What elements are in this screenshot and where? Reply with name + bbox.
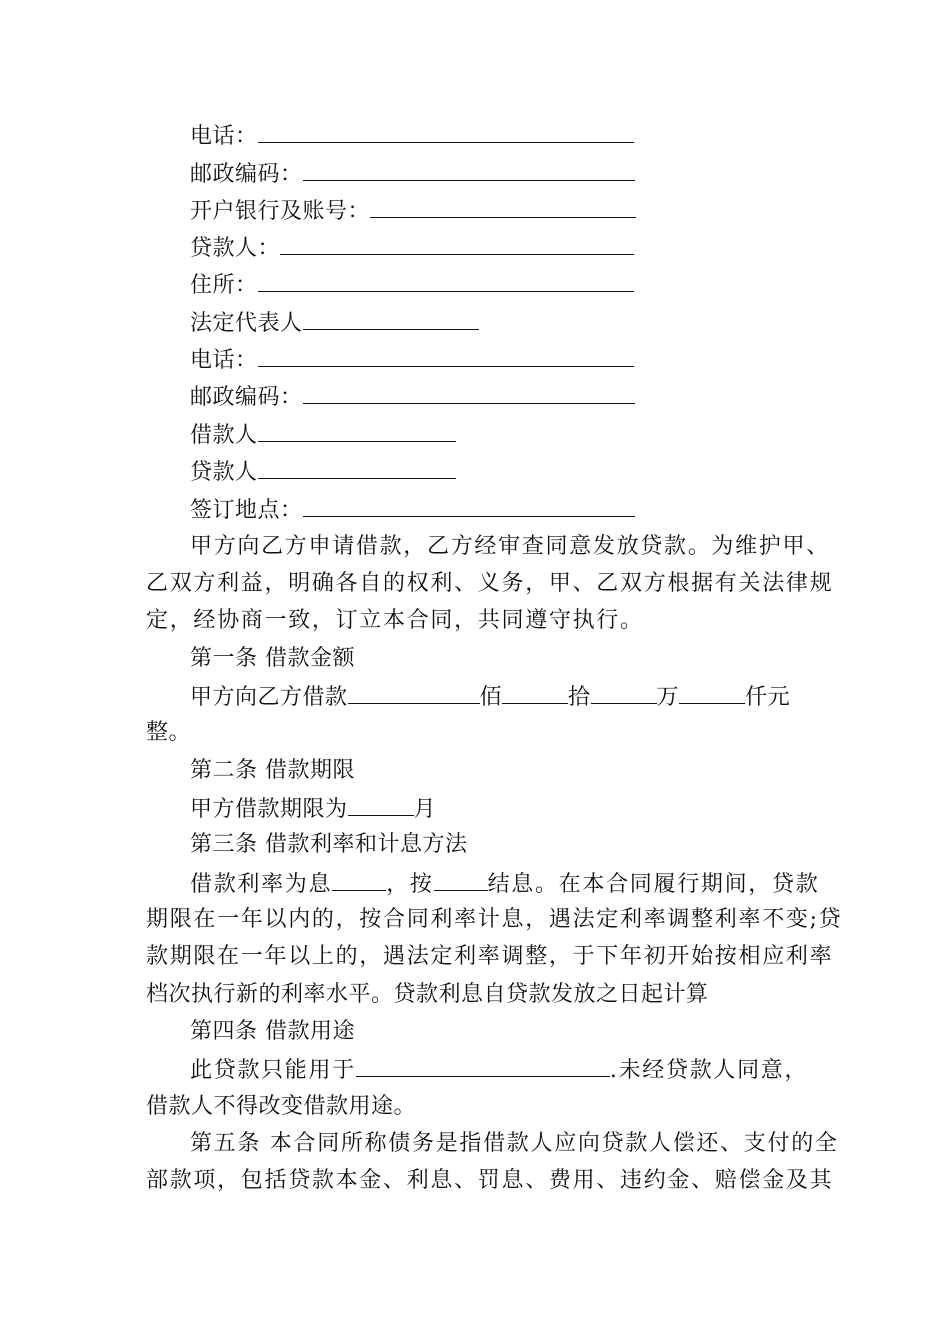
article-3-line-1 bbox=[190, 870, 819, 898]
amount-blank-2 bbox=[502, 683, 568, 704]
postcode-blank bbox=[303, 160, 635, 181]
phone-blank bbox=[258, 122, 634, 143]
intro-line-3: 定，经协商一致，订立本合同，共同遵守执行。 bbox=[146, 608, 644, 633]
article-1-end: 整。 bbox=[146, 720, 192, 745]
article-3-line-3: 款期限在一年以上的，遇法定利率调整，于下年初开始按相应利率 bbox=[146, 944, 834, 969]
article-3-line-2: 期限在一年以内的，按合同利率计息，遇法定利率调整利率不变;贷 bbox=[146, 907, 843, 932]
place-blank bbox=[303, 496, 635, 517]
amount-lead: 甲方向乙方借款 bbox=[190, 685, 348, 710]
address-label: 住所： bbox=[190, 273, 258, 298]
article-2-term bbox=[190, 795, 436, 823]
postcode-field-2 bbox=[190, 383, 635, 411]
borrower-blank bbox=[258, 421, 456, 442]
intro-line-1: 甲方向乙方申请借款，乙方经审查同意发放贷款。为维护甲、 bbox=[190, 534, 830, 559]
legal-rep-blank bbox=[303, 309, 479, 330]
article-5-line-1: 第五条 本合同所称债务是指借款人应向贷款人偿还、支付的全 bbox=[190, 1131, 839, 1156]
amount-blank-3 bbox=[591, 683, 657, 704]
term-lead: 甲方借款期限为 bbox=[190, 797, 348, 822]
amount-blank-1 bbox=[348, 683, 480, 704]
legal-rep-label: 法定代表人 bbox=[190, 311, 303, 336]
bank-label: 开户银行及账号： bbox=[190, 199, 371, 224]
bank-blank bbox=[370, 197, 636, 218]
phone-field-1 bbox=[190, 122, 634, 150]
term-blank bbox=[348, 795, 414, 816]
phone-blank bbox=[258, 346, 634, 367]
borrower-label: 借款人 bbox=[190, 423, 258, 448]
unit-hundred: 佰 bbox=[479, 685, 503, 710]
article-4-title: 第四条 借款用途 bbox=[190, 1019, 355, 1044]
amount-blank-4 bbox=[679, 683, 745, 704]
settle-blank bbox=[434, 870, 488, 891]
rate-tail: 结息。在本合同履行期间，贷款 bbox=[487, 872, 820, 897]
lender-blank bbox=[280, 234, 634, 255]
address-blank bbox=[258, 271, 634, 292]
lender-sign-field bbox=[190, 458, 456, 486]
intro-line-2: 乙双方利益，明确各自的权利、义务，甲、乙双方根据有关法律规 bbox=[146, 571, 834, 596]
unit-ten: 拾 bbox=[568, 685, 591, 710]
phone-field-2 bbox=[190, 346, 634, 374]
lender-sign-label: 贷款人 bbox=[190, 460, 258, 485]
article-3-line-4: 档次执行新的利率水平。贷款利息自贷款发放之日起计算 bbox=[146, 982, 709, 1007]
legal-rep-field bbox=[190, 309, 479, 337]
rate-mid: ，按 bbox=[386, 872, 434, 897]
postcode-label: 邮政编码： bbox=[190, 385, 303, 410]
postcode-field-1 bbox=[190, 160, 635, 188]
article-2-title: 第二条 借款期限 bbox=[190, 758, 355, 783]
unit-thousand: 仟元 bbox=[745, 685, 791, 710]
postcode-blank bbox=[303, 383, 635, 404]
purpose-blank bbox=[356, 1056, 610, 1077]
lender-field bbox=[190, 234, 634, 262]
phone-label: 电话： bbox=[190, 124, 258, 149]
address-field bbox=[190, 271, 634, 299]
article-5-line-2: 部款项，包括贷款本金、利息、罚息、费用、违约金、赔偿金及其 bbox=[146, 1168, 834, 1193]
rate-lead: 借款利率为息 bbox=[190, 872, 333, 897]
article-3-title: 第三条 借款利率和计息方法 bbox=[190, 832, 468, 857]
lender-label: 贷款人： bbox=[190, 236, 281, 261]
unit-ten-thousand: 万 bbox=[656, 685, 680, 710]
rate-blank bbox=[332, 870, 386, 891]
place-label: 签订地点： bbox=[190, 498, 303, 523]
article-4-line-1 bbox=[190, 1056, 808, 1084]
article-1-amount bbox=[190, 683, 790, 711]
signing-place-field bbox=[190, 496, 635, 524]
phone-label: 电话： bbox=[190, 348, 258, 373]
purpose-tail: .未经贷款人同意， bbox=[609, 1058, 809, 1083]
article-4-line-2: 借款人不得改变借款用途。 bbox=[146, 1094, 417, 1119]
bank-account-field bbox=[190, 197, 636, 225]
term-unit: 月 bbox=[413, 797, 437, 822]
purpose-lead: 此贷款只能用于 bbox=[190, 1058, 356, 1083]
postcode-label: 邮政编码： bbox=[190, 162, 303, 187]
borrower-sign-field bbox=[190, 421, 456, 449]
article-1-title: 第一条 借款金额 bbox=[190, 646, 355, 671]
lender-sign-blank bbox=[258, 458, 456, 479]
